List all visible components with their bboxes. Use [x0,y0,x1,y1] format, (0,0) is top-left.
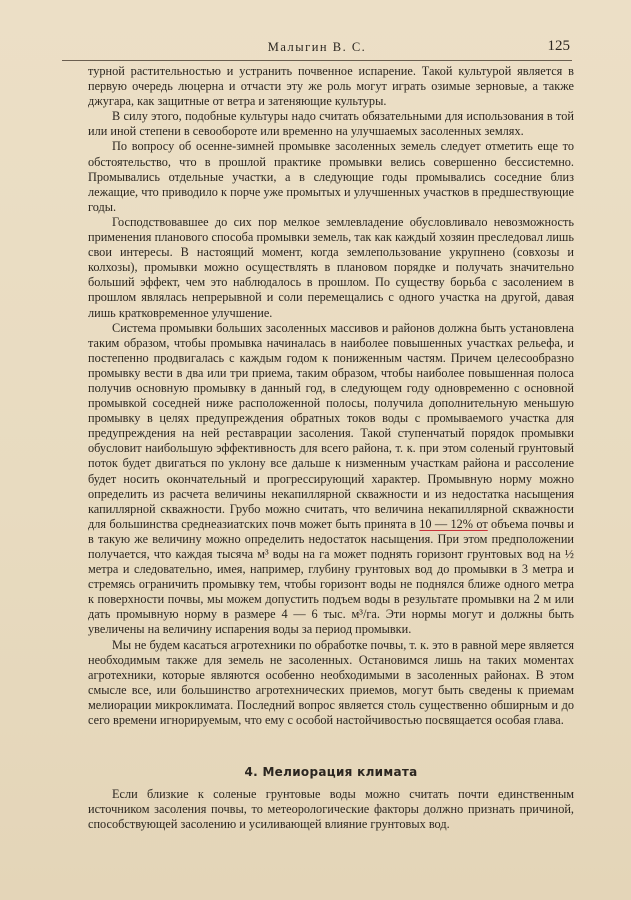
section-text [88,787,574,832]
page-number: 125 [547,38,570,54]
paragraph-5-part-b: объема почвы и в такую же величину можно определить недостаток насыщения. При этом предположении получается, что каждая тысяча м³ воды на га может поднять горизонт грунтовых вод на ½ метра и следовательно, имея, например, глубину грунтовых вод до промывки в 3 метра и стремясь ограничить промывку тем, чтобы горизонт воды не поднялся ближе одного метра к поверхности почвы, мы можем допустить подъем воды в результате промывки на 2 м или дать промывную норму в размере 4 — 6 тыс. м³/га. Эти нормы могут и должны быть увеличены на величину испарения воды за период промывки. [88,516,575,637]
paragraph-3: По вопросу об осенне-зимней промывке засоленных земель следует отметить еще то обстоятельство, что в прошлой практике промывки велись совершенно бессистемно. Промывались отдельные участки, а в следующие годы промывались соседние близ лежащие, что приводило к порче уже промытых и улучшенных участков в предшествующие годы. [88,139,574,214]
paragraph-5-part-a: Система промывки больших засоленных массивов и районов должна быть установлена таким образом, чтобы промывка начиналась в наиболее повышенных участках рельефа, и постепенно продвигалась с каждым годом к пониженным частям. Причем целесообразно промывку вести в два или три приема, таким образом, чтобы наиболее повышенная полоса получив основную промывку в данный год, в следующем году одновременно с основной промывкой соседней ниже расположенной полосы, получила дополнительную меньшую промывку в целях предупреждения обратных токов воды с промываемого участка для предупреждения на ней реставрации засоления. Такой ступенчатый порядок промывки обусловит наибольшую эффективность для всего района, т. к. при этом соленый грунтовый поток будет двигаться по уклону все дальше к низменным участкам района и рассоление будет носить окончательный и прогрессирующий характер. Промывную норму можно определить из расчета величины некапиллярной скважности и из недостатка насыщения капиллярной скважности. Грубо можно считать, что величина некапиллярной скважности для большинства среднеазиатских почв может быть принята в [88,320,574,531]
paragraph-2: В силу этого, подобные культуры надо считать обязательными для использования в той или иной степени в севообороте или временно на улучшаемых засоленных землях. [88,109,574,139]
running-header [62,38,572,61]
percentage-underlined: 10 — 12% от [419,516,488,531]
header-author: Малыгин В. С. [267,40,367,54]
paragraph-1: турной растительностью и устранить почвенное испарение. Такой культурой является в первую очередь люцерна и отчасти эту же роль могут играть озимые зерновые, а также джугара, как защитные от ветра и затеняющие культуры. [88,64,574,109]
section-paragraph-1: Если близкие к соленые грунтовые воды можно считать почти единственным источником засоления почвы, то метеорологические факторы должно признать причиной, способствующей засолению и усиливающей влияние грунтовых вод. [88,787,574,832]
section-heading: 4. Мелиорация климата [244,765,418,779]
paragraph-4: Господствовавшее до сих пор мелкое землевладение обусловливало невозможность применения планового способа промывки земель, так как каждый хозяин преследовал лишь свои интересы. В настоящий момент, когда землепользование укрупнено (совхозы и колхозы), промывки можно осуществлять в плановом порядке и получать значительно больший эффект, чем это наблюдалось в прошлом. По существу борьба с засолением в прошлом являлась непрерывной и соли перемещались с одного участка на другой, давая лишь кратковременное улучшение. [88,214,574,320]
main-text [88,64,574,728]
paragraph-6: Мы не будем касаться агротехники по обработке почвы, т. к. это в равной мере является необходимым также для земель не засоленных. Остановимся лишь на таких моментах агротехники, которые являются особенно необходимыми в засоленных районах. В этом смысле все, или большинство агротехнических приемов, могут быть сведены к приемам мелиорации микроклимата. Последний вопрос является столь существенно обширным и до сего времени игнорируемым, что ему с особой настойчивостью посвящается особая глава. [88,637,574,728]
paragraph-5 [88,321,574,638]
